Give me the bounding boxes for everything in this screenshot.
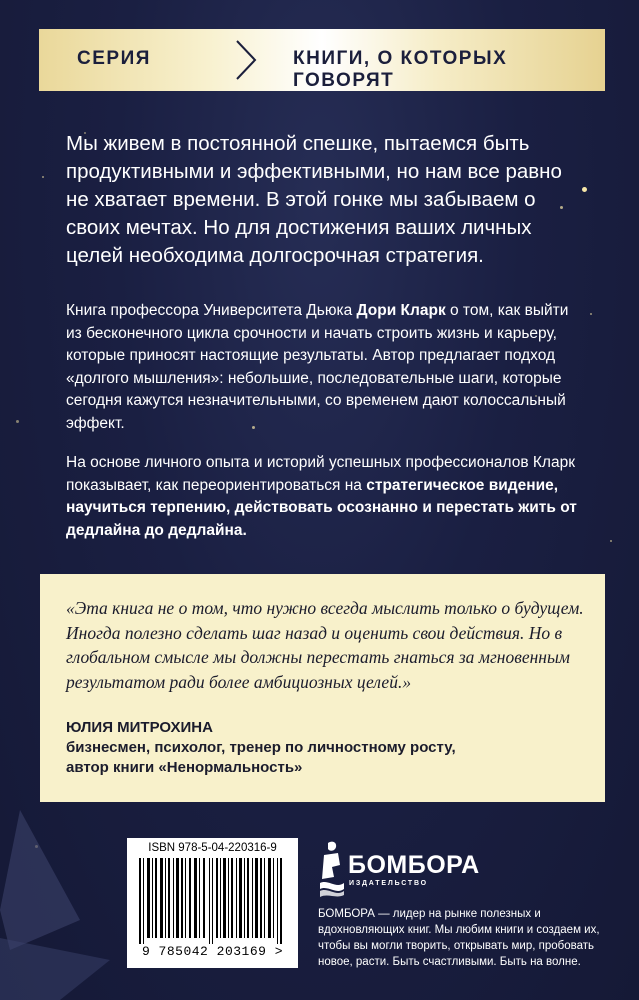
star-decoration	[590, 313, 592, 315]
barcode-box	[127, 838, 298, 968]
lead-paragraph: Мы живем в постоянной спешке, пытаемся быть продуктивными и эффективными, но нам все равно не хватает времени. В этой гонке мы забываем о своих мечтах. Но для достижения ваших личных целей необходима долгосрочная стратегия.	[66, 132, 562, 267]
series-label: СЕРИЯ	[77, 48, 151, 69]
star-decoration	[16, 420, 19, 423]
isbn-label: ISBN 978-5-04-220316-9	[148, 842, 277, 854]
series-banner	[39, 29, 605, 91]
bombora-logo-icon	[318, 837, 346, 899]
quote-box	[40, 574, 605, 802]
chevron-right-icon	[234, 39, 258, 81]
key-points: стратегическое видение, научиться терпению, действовать осознанно и перестать жить от дедлайна до дедлайна.	[66, 476, 577, 539]
star-decoration	[42, 176, 44, 178]
description-paragraph-1: Книга профессора Университета Дьюка Дори Кларк о том, как выйти из бесконечного цикла срочности и начать строить жизнь и карьеру, которые приносят настоящие результаты. Автор предлагает подход «долгого мышления»: небольшие, последовательные шаги, которые сегодня кажутся незначительными, со временем дают колоссальный эффект.	[66, 302, 569, 432]
author-name: Дори Кларк	[356, 302, 446, 319]
star-decoration	[610, 540, 612, 542]
publisher-name: БОМБОРА	[348, 851, 480, 879]
quote-author-book: автор книги «Ненормальность»	[66, 759, 303, 776]
quote-text: «Эта книга не о том, что нужно всегда мыслить только о будущем. Иногда полезно сделать шаг назад и оценить свои действия. Но в глобальном смысле мы должны перестать гнаться за мгновенным результатом ради более амбициозных целей.»	[66, 598, 584, 692]
publisher-description: БОМБОРА — лидер на рынке полезных и вдохновляющих книг. Мы любим книги и создаем их, чтобы вы могли творить, открывать мир, пробовать новое, расти. Быть счастливыми. Быть на волне.	[318, 908, 600, 968]
quote-author-role: бизнесмен, психолог, тренер по личностному росту,	[66, 739, 456, 756]
barcode-digits: 9 785042 203169 >	[141, 944, 284, 959]
publisher-subtitle: ИЗДАТЕЛЬСТВО	[349, 880, 428, 887]
quote-attribution	[66, 718, 456, 778]
quote-author-name: ЮЛИЯ МИТРОХИНА	[66, 719, 213, 736]
barcode-icon	[139, 858, 286, 944]
series-title: КНИГИ, О КОТОРЫХ ГОВОРЯТ	[293, 48, 508, 91]
description-paragraph-2: На основе личного опыта и историй успешных профессионалов Кларк показывает, как переориентироваться на стратегическое видение, научиться терпению, действовать осознанно и перестать жить от дедлайна до дедлайна.	[66, 454, 577, 539]
